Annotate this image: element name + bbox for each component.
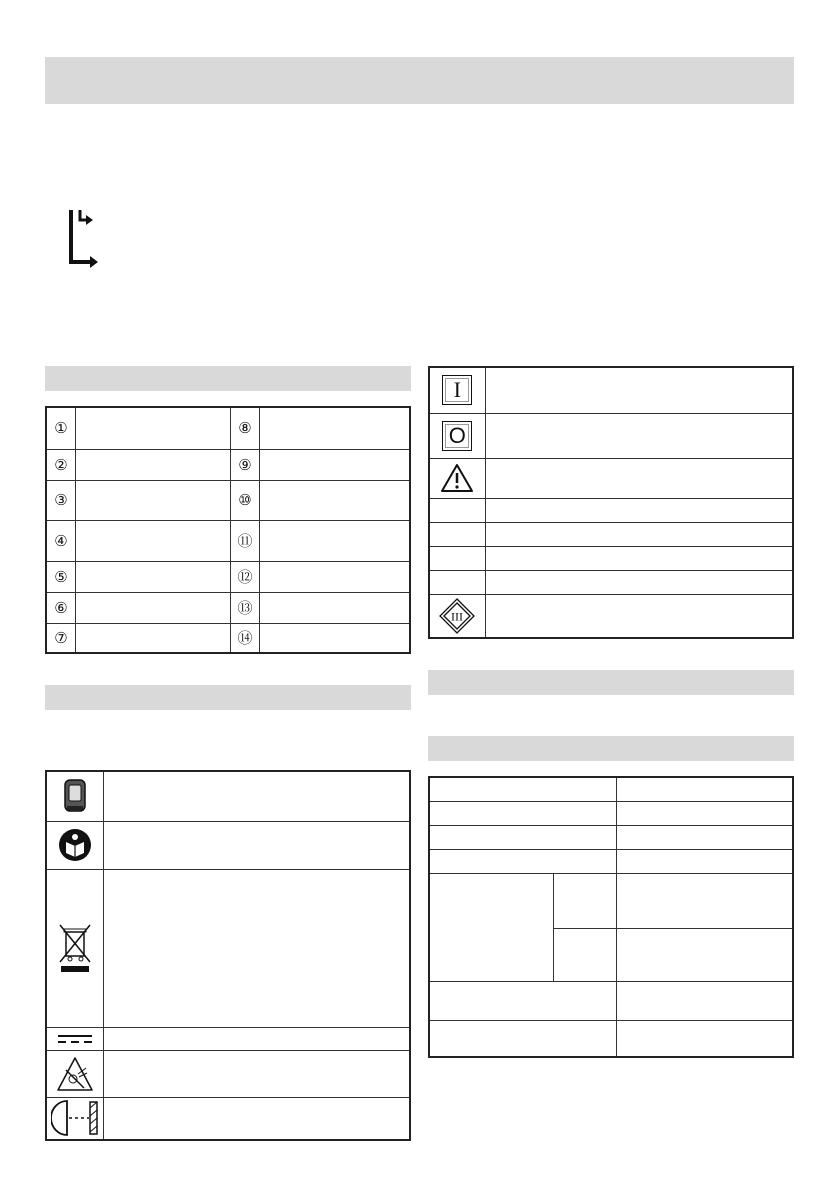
symbol-description — [485, 546, 793, 570]
symbol-description — [485, 570, 793, 594]
part-label — [260, 592, 411, 623]
symbol-description — [485, 594, 793, 638]
symbol-description — [485, 458, 793, 498]
section-bar-right-1 — [428, 670, 794, 695]
direct-current-icon — [56, 1033, 94, 1045]
spec-group-label — [429, 873, 553, 981]
part-label — [76, 407, 231, 449]
symbol-cell — [429, 594, 485, 638]
symbol-cell — [429, 570, 485, 594]
spec-value — [616, 1020, 793, 1057]
spec-label — [429, 801, 616, 825]
read-manual-icon — [58, 828, 92, 862]
spec-value — [616, 981, 793, 1020]
part-number: ⑨ — [231, 449, 260, 480]
header-bar — [45, 57, 794, 104]
part-number: ① — [46, 407, 76, 449]
part-label — [76, 480, 231, 520]
power-on-label: I — [453, 377, 461, 403]
symbol-cell — [429, 546, 485, 570]
part-label — [76, 449, 231, 480]
symbol-cell — [429, 367, 485, 413]
part-label — [260, 449, 411, 480]
symbol-description — [485, 413, 793, 458]
part-number: ⑭ — [231, 623, 260, 653]
symbol-cell — [46, 1050, 103, 1097]
symbol-cell — [429, 413, 485, 458]
symbol-cell — [46, 869, 103, 1027]
symbols-table — [45, 770, 411, 1141]
symbol-cell — [46, 1097, 103, 1140]
symbol-description — [103, 771, 410, 821]
spec-label — [429, 777, 616, 801]
part-number: ⑥ — [46, 592, 76, 623]
spec-label — [429, 825, 616, 849]
spec-value — [616, 801, 793, 825]
part-number: ⑩ — [231, 480, 260, 520]
symbol-cell — [429, 498, 485, 522]
symbol-description — [103, 821, 410, 869]
spec-sublabel — [553, 873, 616, 928]
part-number: ⑫ — [231, 561, 260, 592]
part-number: ⑦ — [46, 623, 76, 653]
part-number: ③ — [46, 480, 76, 520]
section-bar-symbols — [45, 685, 411, 710]
spec-value — [616, 849, 793, 873]
part-label — [260, 520, 411, 561]
part-label — [260, 561, 411, 592]
part-number: ⑬ — [231, 592, 260, 623]
parts-table — [45, 406, 411, 654]
part-label — [76, 592, 231, 623]
spec-label — [429, 849, 616, 873]
symbol-description — [485, 522, 793, 546]
symbol-description — [485, 367, 793, 413]
power-off-icon — [442, 421, 472, 451]
section-bar-parts — [45, 366, 411, 391]
lamp-distance-icon — [51, 1099, 99, 1137]
part-label — [76, 520, 231, 561]
work-light-icon — [62, 778, 88, 814]
symbol-cell — [429, 458, 485, 498]
symbol-description — [103, 1050, 410, 1097]
no-stare-icon — [56, 1056, 94, 1092]
part-number: ④ — [46, 520, 76, 561]
part-label — [76, 561, 231, 592]
spec-value — [616, 873, 793, 928]
step-arrow-icon — [66, 208, 100, 268]
symbol-description — [485, 498, 793, 522]
part-label — [260, 480, 411, 520]
part-number: ⑤ — [46, 561, 76, 592]
symbol-description — [103, 869, 410, 1027]
spec-value — [616, 825, 793, 849]
symbol-cell — [46, 771, 103, 821]
symbol-cell — [429, 522, 485, 546]
part-number: ② — [46, 449, 76, 480]
spec-label — [429, 981, 616, 1020]
spec-value — [616, 777, 793, 801]
symbol-cell — [46, 821, 103, 869]
symbol-description — [103, 1027, 410, 1050]
part-label — [76, 623, 231, 653]
protection-class-3-label: III — [451, 609, 464, 624]
power-off-label: O — [448, 422, 466, 448]
power-on-icon — [442, 375, 472, 405]
spec-sublabel — [553, 928, 616, 981]
protection-class-3-icon — [439, 598, 475, 634]
spec-table — [428, 776, 794, 1058]
symbol-description — [103, 1097, 410, 1140]
warning-triangle-icon — [440, 463, 474, 493]
part-label — [260, 623, 411, 653]
spec-value — [616, 928, 793, 981]
part-number: ⑪ — [231, 520, 260, 561]
spec-label — [429, 1020, 616, 1057]
part-label — [260, 407, 411, 449]
crossed-bin-icon — [56, 922, 94, 974]
section-bar-right-2 — [428, 736, 794, 761]
symbol-cell — [46, 1027, 103, 1050]
part-number: ⑧ — [231, 407, 260, 449]
switch-symbols-table — [428, 366, 794, 639]
